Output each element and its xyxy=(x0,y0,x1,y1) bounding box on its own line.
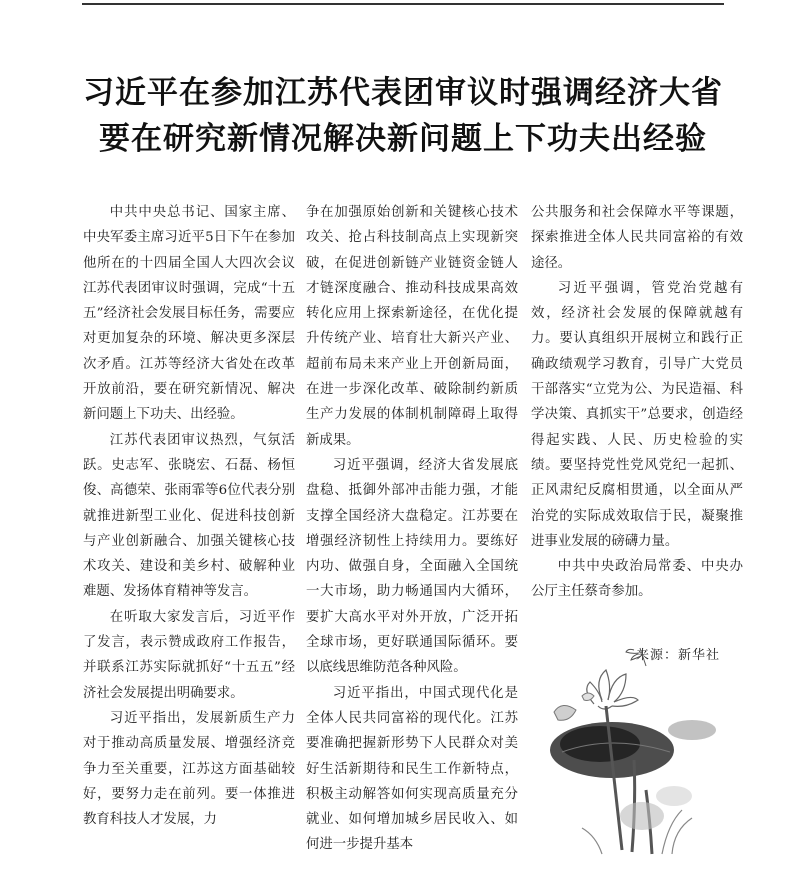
paragraph: 在听取大家发言后，习近平作了发言，表示赞成政府工作报告，并联系江苏实际就抓好“十五五”经济社会发展提出明确要求。 xyxy=(83,609,295,701)
lotus-flower-icon xyxy=(587,670,638,709)
paragraph: 习近平指出，发展新质生产力对于推动高质量发展、增强经济竞争力至关重要，江苏这方面基础较好，要努力走在前列。要一体推进教育科技人才发展，力 xyxy=(83,710,295,828)
source-credit: 来源：新华社 xyxy=(636,648,721,663)
paragraph: 习近平强调，管党治党越有效，经济社会发展的保障就越有力。要认真组织开展树立和践行正确政绩观学习教育，引导广大党员干部落实“立党为公、为民造福、科学决策、真抓实干”总要求，创造经得起实践、人民、历史检验的实绩。要坚持党性党风党纪一起抓、正风肃纪反腐相贯通，以全面从严治党的实际成效取信于民，凝聚推进事业发展的磅礴力量。 xyxy=(531,280,743,549)
paragraph: 习近平指出，中国式现代化是全体人民共同富裕的现代化。江苏要准确把握新形势下人民群众对美好生活新期待和民生工作新特点，积极主动解答如何实现高质量充分就业、如何增加城乡居民收入、如何进一步提升基本 xyxy=(306,685,518,853)
article-column-2 xyxy=(306,200,518,858)
paragraph-continued: 争在加强原始创新和关键核心技术攻关、抢占科技制高点上实现新突破，在促进创新链产业链资金链人才链深度融合、推动科技成果高效转化应用上探索新途径，在优化提升传统产业、培育壮大新兴产业、超前布局未来产业上开创新局面，在进一步深化改革、破除制约新质生产力发展的体制机制障碍上取得新成果。 xyxy=(306,205,518,448)
paragraph: 习近平强调，经济大省发展底盘稳、抵御外部冲击能力强，才能支撑全国经济大盘稳定。江苏要在增强经济韧性上持续用力。要练好内功、做强自身，全面融入全国统一大市场，助力畅通国内大循环，要扩大高水平对外开放，广泛开拓全球市场，更好联通国际循环。要以底线思维防范各种风险。 xyxy=(306,457,518,676)
article-column-1 xyxy=(83,200,295,832)
paragraph: 中共中央政治局常委、中央办公厅主任蔡奇参加。 xyxy=(531,559,743,600)
paragraph: 中共中央总书记、国家主席、中央军委主席习近平5日下午在参加他所在的十四届全国人大四次会议江苏代表团审议时强调，完成“十五五”经济社会发展目标任务，需要应对更加复杂的环境、解决更多深层次矛盾。江苏等经济大省处在改革开放前沿，要在研究新情况、解决新问题上下功夫、出经验。 xyxy=(83,205,295,423)
lotus-pod-icon xyxy=(554,693,594,720)
paragraph: 江苏代表团审议热烈，气氛活跃。史志军、张晓宏、石磊、杨恒俊、高德荣、张雨霏等6位代表分别就推进新型工业化、促进科技创新与产业创新融合、加强关键核心技术攻关、建设和美乡村、破解种业难题、发扬体育精神等发言。 xyxy=(83,432,295,600)
title-line-2: 要在研究新情况解决新问题上下功夫出经验 xyxy=(99,121,707,157)
dragonfly-icon xyxy=(626,648,646,666)
lotus-ink-painting-illustration xyxy=(542,640,722,858)
article-column-3 xyxy=(531,200,743,605)
paragraph-continued: 公共服务和社会保障水平等课题，探索推进全体人民共同富裕的有效途径。 xyxy=(531,205,743,271)
article-title xyxy=(0,70,806,162)
top-rule xyxy=(82,3,724,5)
title-line-1: 习近平在参加江苏代表团审议时强调经济大省 xyxy=(83,75,723,111)
